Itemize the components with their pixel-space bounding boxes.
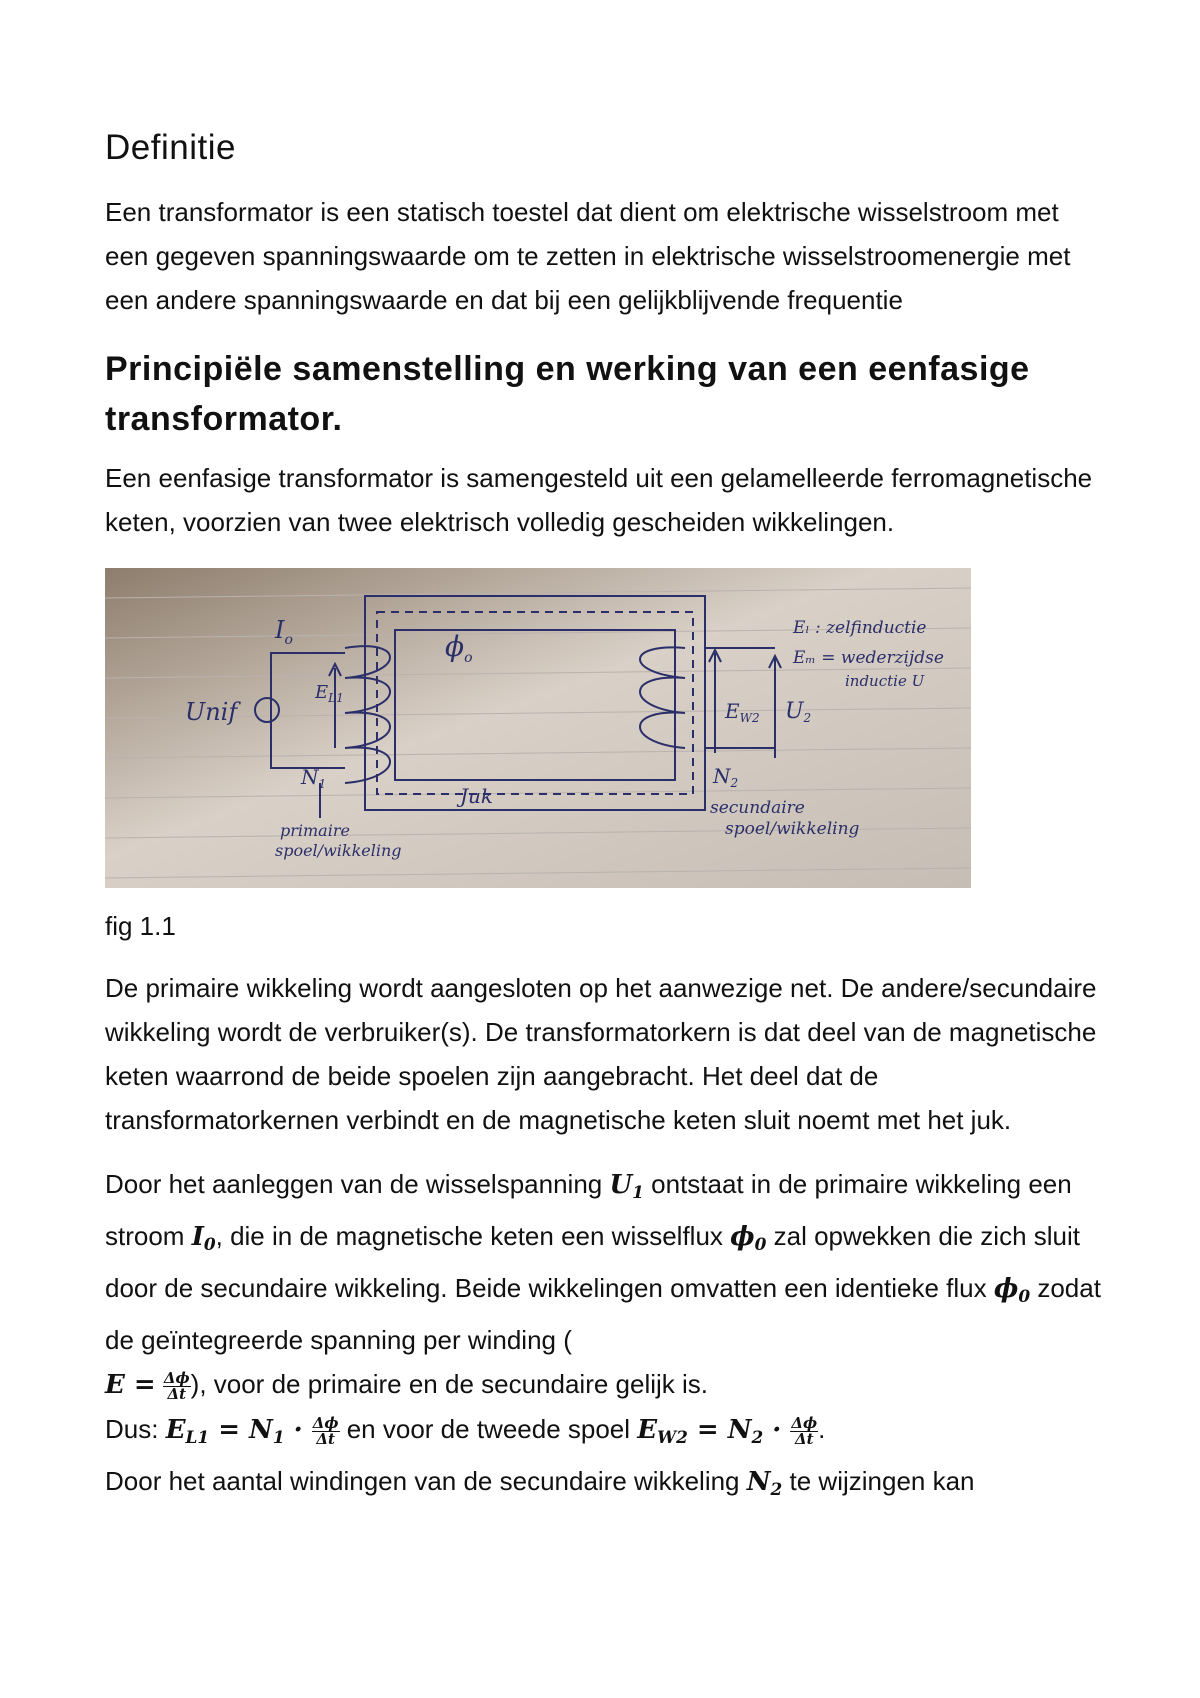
heading-principe: Principiële samenstelling en werking van een eenfasige transformator. (105, 350, 1030, 438)
svg-text:inductie U: inductie U (845, 672, 925, 690)
math-i0: $I_0$ (191, 1222, 216, 1255)
paper-background (105, 568, 971, 888)
svg-text:EL1: $E_{L1}$ (315, 682, 344, 705)
svg-text:spoel/wikkeling: spoel/wikkeling (725, 819, 860, 839)
math-ew2: $E_{W2} = N_2$ · (637, 1415, 791, 1448)
document-content (105, 128, 1105, 1511)
figure-caption: fig 1.1 (105, 911, 176, 941)
heading-definitie: Definitie (105, 128, 236, 167)
transformer-figure (105, 568, 971, 888)
svg-text:U2: U2 (785, 699, 812, 725)
primaire-paragraph: De primaire wikkeling wordt aangesloten op het aanwezige net. De andere/secundaire wikkeling wordt de verbruiker(s). De transformatorkern is dat deel van de magnetische keten waarrond de beide spoelen zijn aangebracht. Het deel dat de transformatorkernen verbindt en de magnetische keten sluit noemt met het juk. (105, 973, 1097, 1135)
svg-text:N2: $N_2$ (713, 764, 739, 790)
svg-text:Juk: Juk (460, 784, 494, 808)
math-n2: $N_2$ (746, 1467, 783, 1500)
svg-text:Eₗ : zelfinductie: Eₗ : zelfinductie (793, 618, 927, 638)
math-e-equals: E = (105, 1370, 156, 1401)
windingen-paragraph: Door het aantal windingen van de secundaire wikkeling $N_2$ te wijzingen kan (105, 1466, 975, 1500)
dus-paragraph: Dus: $E_{L1} = N_1$ · $\frac{\Delta\phi}{\Delta t}$ en voor de tweede spoel $E_{W2} = N_2$ · $\frac{\Delta\phi}{\Delta t}$ . (105, 1413, 826, 1448)
transformer-sketch (105, 568, 971, 888)
math-fraction: $\frac{\Delta\phi}{\Delta t}$ (163, 1368, 190, 1403)
svg-text:spoel/wikkeling: spoel/wikkeling (275, 841, 402, 860)
svg-text:ϕo: $\phi_o$ (445, 630, 473, 666)
svg-text:Unif: Unif (185, 698, 238, 726)
werking-paragraph: Door het aanleggen van de wisselspanning $U_1$ ontstaat in de primaire wikkeling een stroom $I_0$, die in de magnetische keten een wisselflux $\phi_0$ zal opwekken die zich sluit door de secundaire wikkeling. Beide wikkelingen omvatten een identieke flux $\phi_0$ zodat de geïntegreerde spanning per winding ( E = $\frac{\Delta\phi}{\Delta t}$ ), voor de primaire en de secundaire gelijk is. (105, 1169, 1101, 1403)
math-u1: $U_1$ (609, 1170, 644, 1203)
svg-text:Io: $I_o$ (275, 616, 293, 648)
definitie-paragraph: Een transformator is een statisch toestel dat dient om elektrische wisselstroom met een gegeven spanningswaarde om te zetten in elektrische wisselstroomenergie met een andere spanningswaarde en dat bij een gelijkblijvende frequentie (105, 197, 1071, 315)
math-fraction: $\frac{\Delta\phi}{\Delta t}$ (312, 1413, 339, 1448)
math-el1: $E_{L1} = N_1$ · (165, 1415, 312, 1448)
math-phi0: $\phi_0$ (730, 1222, 767, 1255)
svg-text:secundaire: secundaire (710, 798, 805, 818)
principe-paragraph: Een eenfasige transformator is samengesteld uit een gelamelleerde ferromagnetische keten, voorzien van twee elektrisch volledig gescheiden wikkelingen. (105, 463, 1093, 537)
math-phi0: $\phi_0$ (993, 1274, 1031, 1307)
svg-text:EW2: $E_{W2}$ (725, 699, 760, 725)
svg-text:N1: $N_1$ (301, 765, 327, 791)
svg-text:Eₘ = wederzijdse: Eₘ = wederzijdse (793, 648, 944, 668)
svg-text:primaire: primaire (280, 821, 350, 840)
math-fraction: $\frac{\Delta\phi}{\Delta t}$ (791, 1413, 818, 1448)
